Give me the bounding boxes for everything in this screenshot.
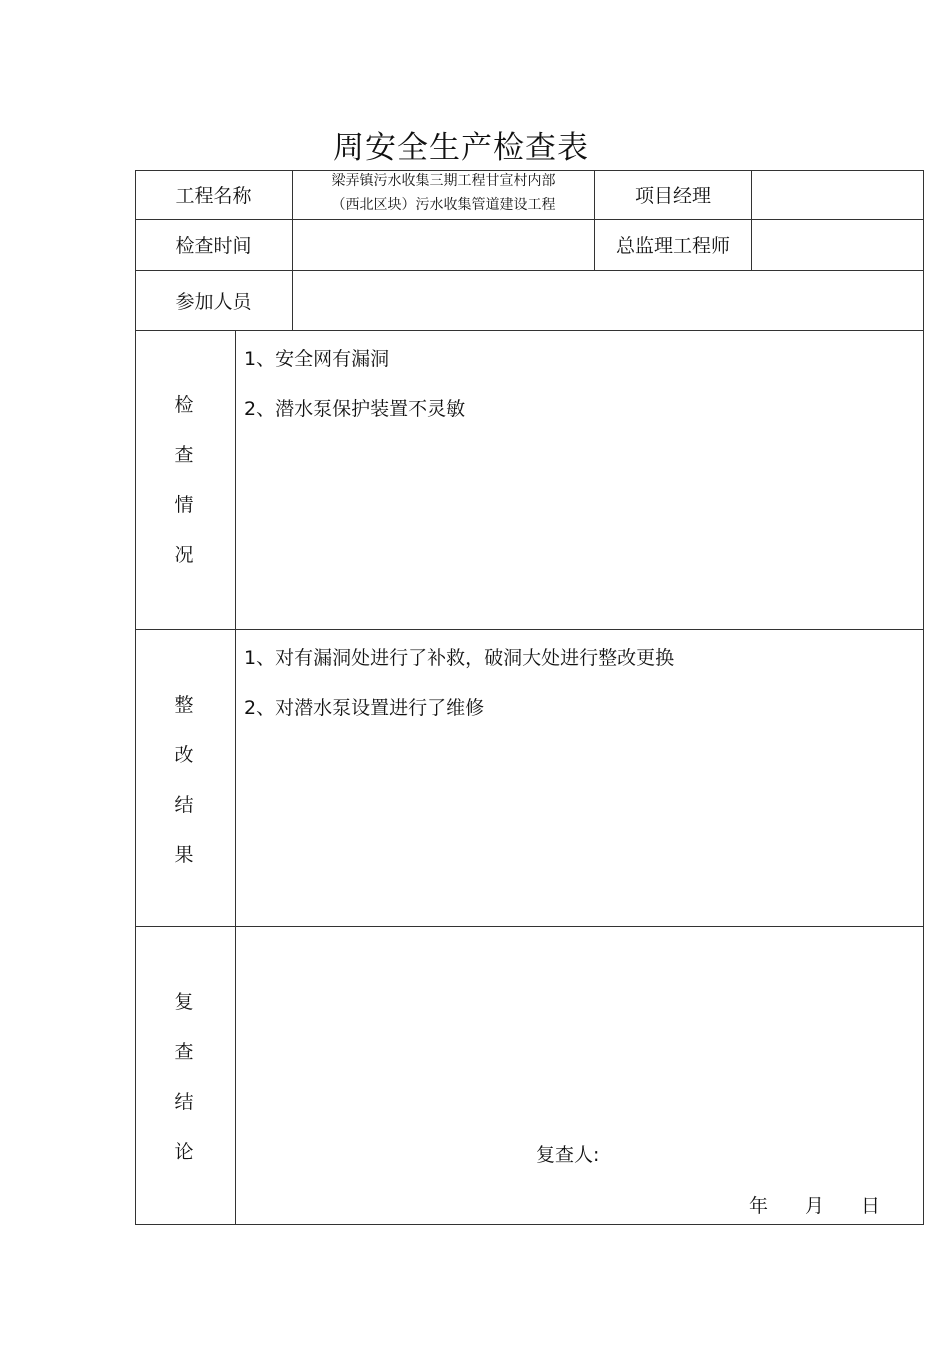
review-label-char: 查 [174,1041,194,1063]
participants-label: 参加人员 [175,291,252,313]
row-divider [135,926,924,927]
inspection-label-char: 检 [174,394,194,416]
date-year: 年 [749,1195,769,1217]
date-month: 月 [805,1195,825,1217]
review-label-char: 论 [174,1141,194,1163]
row-divider [135,270,924,271]
inspection-label [169,380,199,580]
inspection-item: 1、安全网有漏洞 [244,348,390,370]
col-divider [751,170,752,271]
review-label [169,977,199,1177]
rectification-label [169,680,199,880]
page-title: 周安全生产检查表 [333,130,589,166]
project-name-line2: （西北区块）污水收集管道建设工程 [331,197,556,213]
row-divider [135,629,924,630]
inspection-label-char: 查 [174,444,194,466]
rectification-label-char: 改 [174,744,194,766]
project-name-line1: 梁弄镇污水收集三期工程甘宣村内部 [331,173,556,189]
date-day: 日 [861,1195,881,1217]
inspection-label-char: 情 [174,494,194,516]
reviewer-label: 复查人: [536,1144,600,1166]
inspect-time-label: 检查时间 [175,235,252,257]
rectification-label-char: 整 [174,694,194,716]
review-label-char: 结 [174,1091,194,1113]
project-name-value [293,170,594,216]
rectification-label-char: 果 [174,844,194,866]
project-manager-label: 项目经理 [634,185,711,207]
rectification-label-char: 结 [174,794,194,816]
inspection-label-char: 况 [174,544,194,566]
chief-supervisor-label: 总监理工程师 [615,235,730,257]
row-divider [135,330,924,331]
rectification-item: 1、对有漏洞处进行了补救，破洞大处进行整改更换 [244,647,675,669]
row-divider [135,219,924,220]
col-divider [235,330,236,1225]
inspection-item: 2、潜水泵保护装置不灵敏 [244,398,466,420]
rectification-item: 2、对潜水泵设置进行了维修 [244,697,485,719]
project-name-label: 工程名称 [175,185,252,207]
review-label-char: 复 [174,991,194,1013]
